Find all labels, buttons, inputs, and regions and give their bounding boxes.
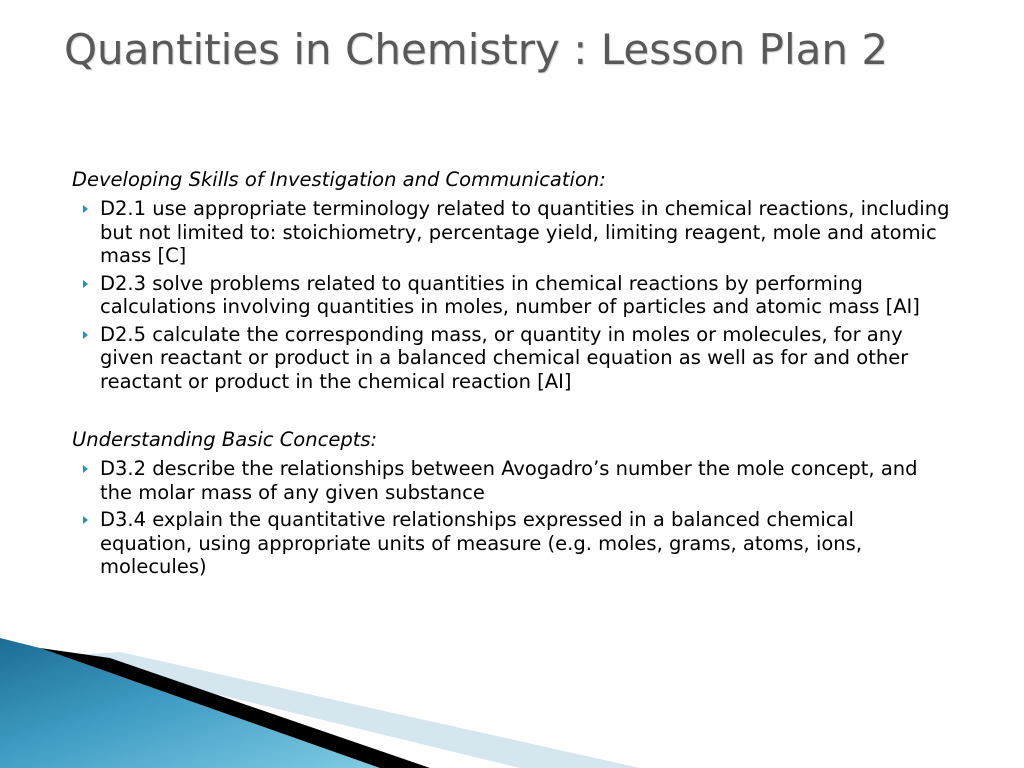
bullet-arrow-icon (83, 516, 88, 524)
bullet-item (72, 323, 952, 394)
bullet-arrow-icon (83, 331, 88, 339)
bullet-text: D3.4 explain the quantitative relationships expressed in a balanced chemical equation, using appropriate units of measure (e.g. moles, grams, atoms, ions, molecules) (100, 508, 863, 578)
section-gap (72, 397, 952, 428)
slide-content (72, 168, 952, 583)
section-heading: Understanding Basic Concepts: (72, 428, 378, 451)
bullet-list (72, 197, 952, 393)
bullet-arrow-icon (83, 280, 88, 288)
section-investigation (72, 168, 952, 393)
bullet-text: D2.1 use appropriate terminology related to quantities in chemical reactions, including but not limited to: stoichiometry, percentage yield, limiting reagent, mole and atomic mass [C] (100, 197, 950, 267)
section-heading: Developing Skills of Investigation and Communication: (72, 168, 606, 191)
bullet-item (72, 197, 952, 268)
bullet-item (72, 508, 952, 579)
bullet-item (72, 457, 952, 504)
bullet-text: D2.3 solve problems related to quantities in chemical reactions by performing calculations involving quantities in moles, number of particles and atomic mass [AI] (100, 271, 920, 318)
bullet-arrow-icon (83, 205, 88, 213)
bullet-list (72, 457, 952, 579)
section-basic-concepts (72, 428, 952, 579)
slide-title: Quantities in Chemistry : Lesson Plan 2 (64, 25, 889, 74)
decorative-corner-swoosh (0, 638, 1024, 768)
bullet-arrow-icon (83, 465, 88, 473)
bullet-text: D3.2 describe the relationships between Avogadro’s number the mole concept, and the molar mass of any given substance (100, 457, 918, 504)
bullet-text: D2.5 calculate the corresponding mass, or quantity in moles or molecules, for any given reactant or product in a balanced chemical equation as well as for and other reactant or product in the chemical reaction [AI] (100, 322, 909, 393)
bullet-item (72, 272, 952, 319)
